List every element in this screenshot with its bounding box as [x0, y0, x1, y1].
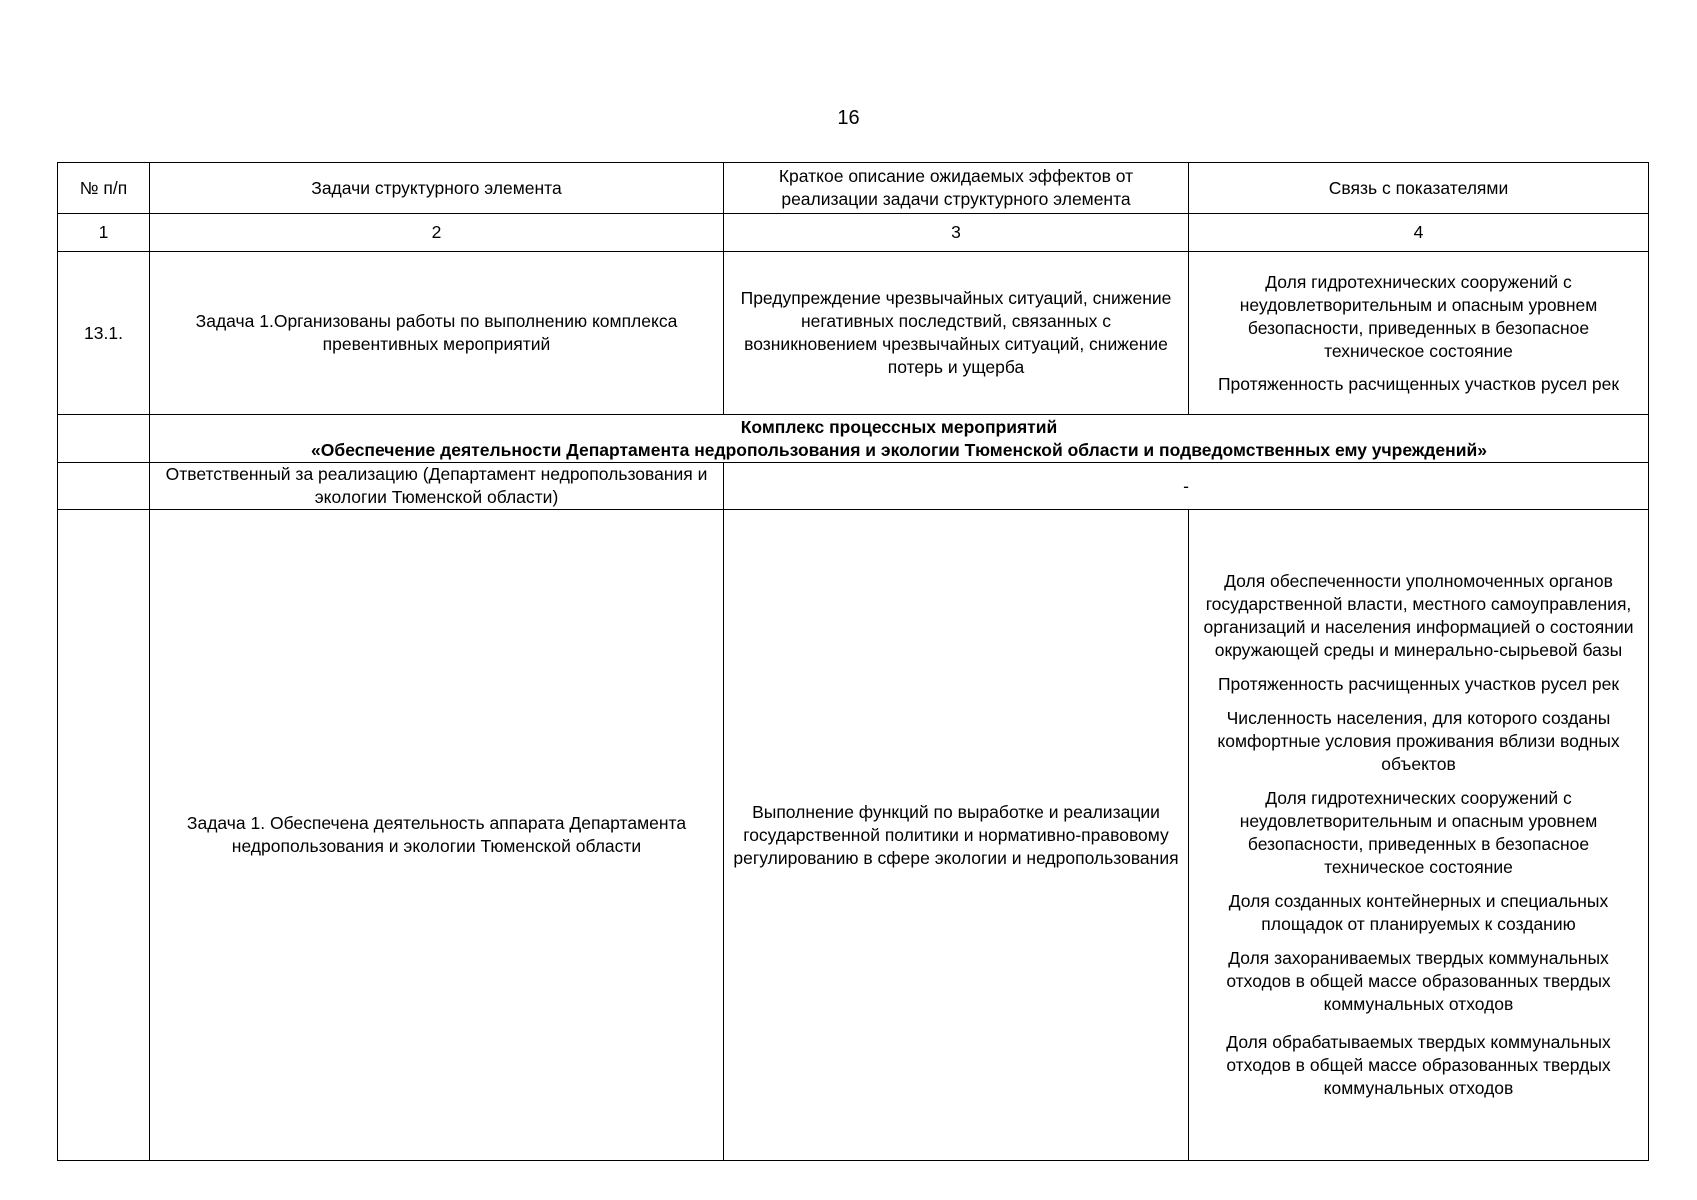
column-number-2: 2: [150, 214, 724, 252]
effects-cell: Выполнение функций по выработке и реализации государственной политики и нормативно-правовому регулированию в сфере экологии и недропользования: [724, 510, 1189, 1161]
header-number: № п/п: [58, 163, 150, 214]
header-indicators: Связь с показателями: [1189, 163, 1649, 214]
responsible-value: -: [724, 463, 1649, 510]
table-row: [58, 252, 1649, 415]
task-cell: Задача 1. Обеспечена деятельность аппарата Департамента недропользования и экологии Тюменской области: [150, 510, 724, 1161]
column-number-3: 3: [724, 214, 1189, 252]
column-number-4: 4: [1189, 214, 1649, 252]
header-effects: Краткое описание ожидаемых эффектов от реализации задачи структурного элемента: [724, 163, 1189, 214]
indicator-item: Доля гидротехнических сооружений с неудовлетворительным и опасным уровнем безопасности, приведенных в безопасное техническое состояние: [1239, 271, 1598, 361]
indicator-item: Доля обрабатываемых твердых коммунальных отходов в общей массе образованных твердых коммунальных отходов: [1226, 1032, 1611, 1098]
indicator-item: Протяженность расчищенных участков русел рек: [1217, 373, 1620, 394]
column-number-row: [58, 214, 1649, 252]
column-number-1: 1: [58, 214, 150, 252]
header-tasks: Задачи структурного элемента: [150, 163, 724, 214]
task-cell: Задача 1.Организованы работы по выполнению комплекса превентивных мероприятий: [150, 252, 724, 415]
empty-cell: [58, 463, 150, 510]
table-header-row: [58, 163, 1649, 214]
indicator-item: Доля созданных контейнерных и специальных площадок от планируемых к созданию: [1228, 891, 1609, 934]
empty-cell: [58, 415, 150, 463]
indicator-item: Доля обеспеченности уполномоченных органов государственной власти, местного самоуправления, организаций и населения информацией о состоянии окружающей среды и минерально-сырьевой базы: [1203, 571, 1634, 660]
indicators-cell: [1189, 510, 1649, 1161]
responsible-row: [58, 463, 1649, 510]
complex-section-line1: Комплекс процессных мероприятий: [740, 416, 1058, 437]
row-number: [58, 510, 150, 1161]
indicator-item: Протяженность расчищенных участков русел рек: [1217, 674, 1620, 694]
indicator-item: Доля гидротехнических сооружений с неудовлетворительным и опасным уровнем безопасности, приведенных в безопасное техническое состояние: [1239, 788, 1598, 877]
responsible-label: Ответственный за реализацию (Департамент недропользования и экологии Тюменской области): [150, 463, 724, 510]
complex-section-row: [58, 415, 1649, 463]
complex-section-line2: «Обеспечение деятельности Департамента недропользования и экологии Тюменской области и подведомственных ему учреждений»: [311, 439, 1487, 460]
complex-section-title: [150, 415, 1649, 463]
indicators-cell: [1189, 252, 1649, 415]
row-number: 13.1.: [58, 252, 150, 415]
structural-element-table: [57, 162, 1649, 1161]
effects-cell: Предупреждение чрезвычайных ситуаций, снижение негативных последствий, связанных с возникновением чрезвычайных ситуаций, снижение потерь и ущерба: [724, 252, 1189, 415]
indicator-item: Численность населения, для которого созданы комфортные условия проживания вблизи водных объектов: [1217, 708, 1620, 774]
table-row: [58, 510, 1649, 1161]
indicator-item: Доля захораниваемых твердых коммунальных отходов в общей массе образованных твердых коммунальных отходов: [1226, 948, 1611, 1014]
page-number: 16: [837, 107, 860, 129]
